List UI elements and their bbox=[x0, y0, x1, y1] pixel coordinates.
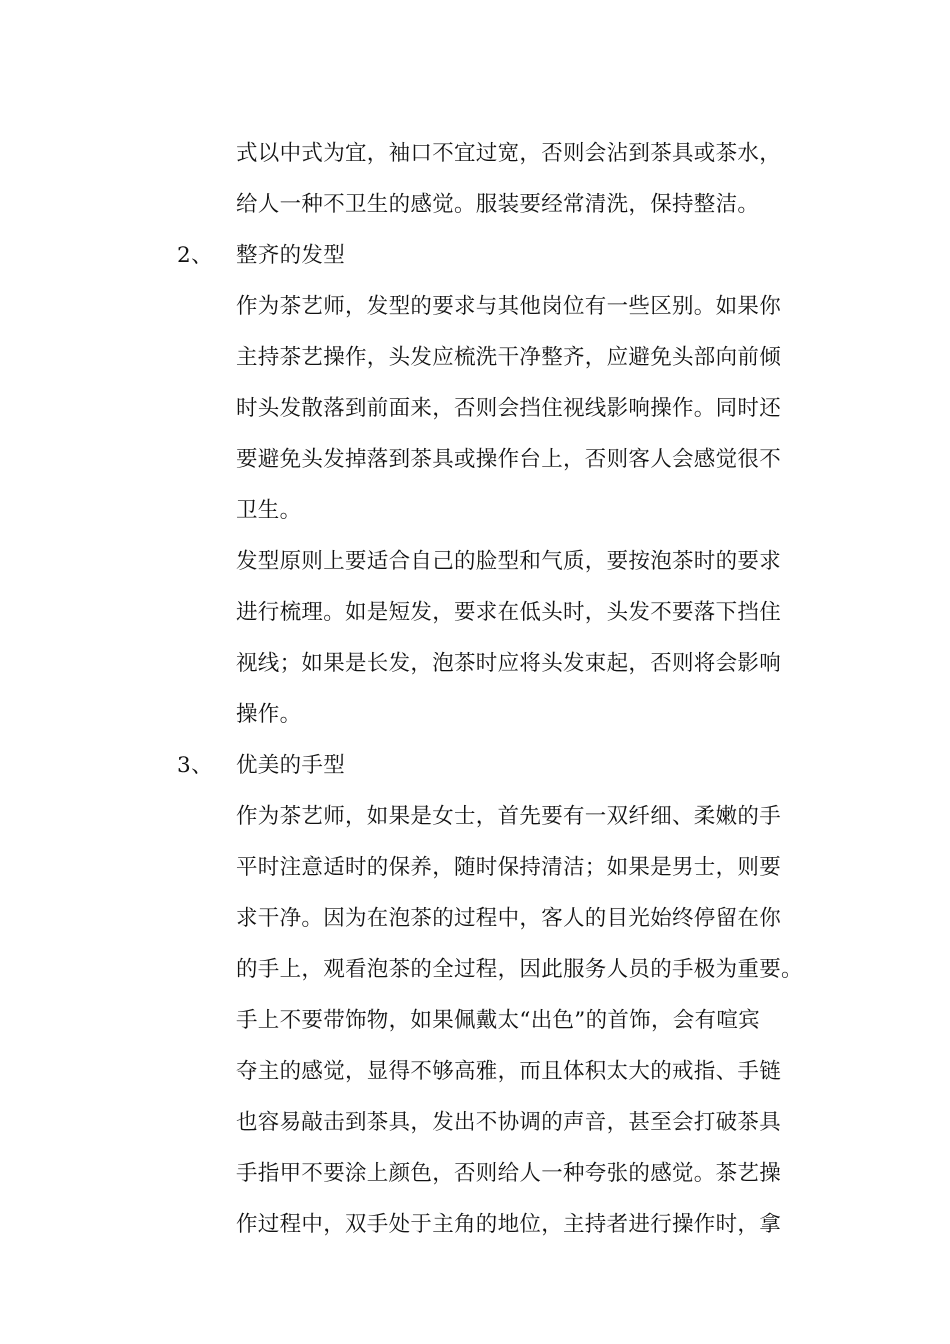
text-line bbox=[0, 332, 950, 383]
line-text: 视线；如果是长发，泡茶时应将头发束起，否则将会影响 bbox=[236, 651, 782, 676]
section-heading-hands bbox=[0, 740, 950, 791]
text-line bbox=[0, 536, 950, 587]
line-text: 操作。 bbox=[236, 702, 302, 727]
line-text: 夺主的感觉，显得不够高雅，而且体积太大的戒指、手链 bbox=[236, 1059, 782, 1084]
text-line bbox=[0, 944, 950, 995]
line-text: 作为茶艺师，发型的要求与其他岗位有一些区别。如果你 bbox=[236, 294, 782, 319]
line-text: 进行梳理。如是短发，要求在低头时，头发不要落下挡住 bbox=[236, 600, 782, 625]
text-line bbox=[0, 1199, 950, 1250]
line-text: 式以中式为宜，袖口不宜过宽，否则会沾到茶具或茶水， bbox=[236, 141, 782, 166]
line-text: 主持茶艺操作，头发应梳洗干净整齐，应避免头部向前倾 bbox=[236, 345, 782, 370]
text-line bbox=[0, 383, 950, 434]
text-line bbox=[0, 587, 950, 638]
section-title: 优美的手型 bbox=[236, 753, 346, 778]
line-text: 的手上，观看泡茶的全过程，因此服务人员的手极为重要。 bbox=[236, 957, 803, 982]
line-text: 发型原则上要适合自己的脸型和气质，要按泡茶时的要求 bbox=[236, 549, 782, 574]
line-text: 卫生。 bbox=[236, 498, 302, 523]
line-text: 求干净。因为在泡茶的过程中，客人的目光始终停留在你 bbox=[236, 906, 782, 931]
line-text: 作为茶艺师，如果是女士，首先要有一双纤细、柔嫩的手 bbox=[236, 804, 782, 829]
text-line bbox=[0, 434, 950, 485]
section-number: 3、 bbox=[177, 753, 214, 778]
section-number: 2、 bbox=[177, 243, 214, 268]
text-line bbox=[0, 128, 950, 179]
text-line bbox=[0, 689, 950, 740]
text-line bbox=[0, 1148, 950, 1199]
line-text: 也容易敲击到茶具，发出不协调的声音，甚至会打破茶具 bbox=[236, 1110, 782, 1135]
line-text: 要避免头发掉落到茶具或操作台上，否则客人会感觉很不 bbox=[236, 447, 782, 472]
line-text: 平时注意适时的保养，随时保持清洁；如果是男士，则要 bbox=[236, 855, 782, 880]
line-text: 手上不要带饰物，如果佩戴太“出色”的首饰，会有喧宾 bbox=[236, 1008, 760, 1033]
text-line bbox=[0, 791, 950, 842]
text-line bbox=[0, 485, 950, 536]
text-line bbox=[0, 995, 950, 1046]
section-heading-hair bbox=[0, 230, 950, 281]
document-body bbox=[0, 128, 950, 1250]
line-text: 作过程中，双手处于主角的地位，主持者进行操作时，拿 bbox=[236, 1212, 782, 1237]
text-line bbox=[0, 281, 950, 332]
text-line bbox=[0, 842, 950, 893]
text-line bbox=[0, 1097, 950, 1148]
text-line bbox=[0, 1046, 950, 1097]
text-line bbox=[0, 638, 950, 689]
line-text: 手指甲不要涂上颜色，否则给人一种夸张的感觉。茶艺操 bbox=[236, 1161, 782, 1186]
text-line bbox=[0, 179, 950, 230]
section-title: 整齐的发型 bbox=[236, 243, 346, 268]
line-text: 时头发散落到前面来，否则会挡住视线影响操作。同时还 bbox=[236, 396, 782, 421]
line-text: 给人一种不卫生的感觉。服装要经常清洗，保持整洁。 bbox=[236, 192, 760, 217]
text-line bbox=[0, 893, 950, 944]
